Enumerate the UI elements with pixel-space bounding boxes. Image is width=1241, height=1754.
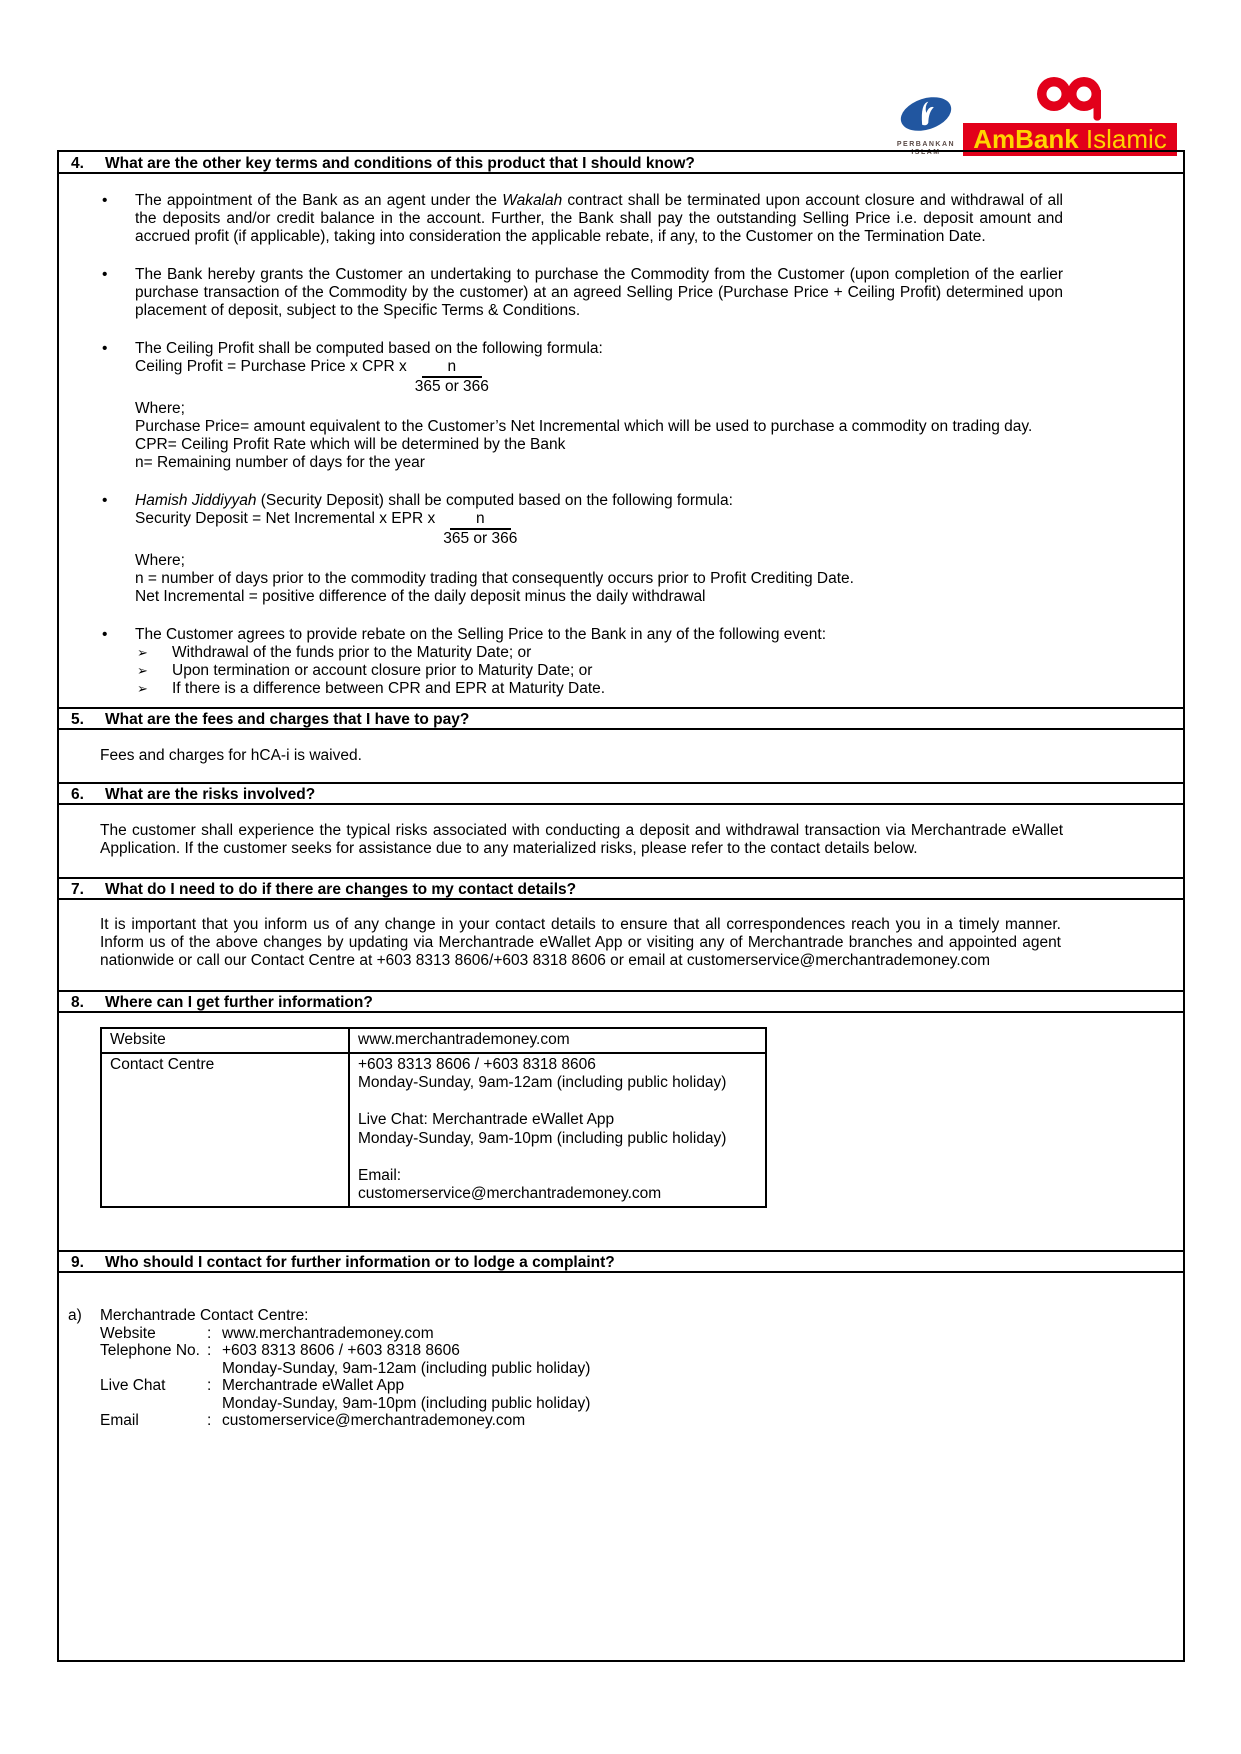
section-6-body: The customer shall experience the typical risks associated with conducting a deposit and withdrawal transaction via Merchantrade eWallet Application. If the customer seeks for assistance due to any materialized risks, please refer to the contact details below. bbox=[100, 822, 1063, 857]
section-9-heading bbox=[59, 1250, 1183, 1273]
table-value-line: www.merchantrademoney.com bbox=[358, 1031, 570, 1048]
formula-text: Security Deposit = Net Incremental x EPR x bbox=[135, 510, 436, 527]
contact-value-line: www.merchantrademoney.com bbox=[222, 1324, 434, 1342]
section-9-number: 9. bbox=[71, 1254, 84, 1271]
where-label: Where; bbox=[135, 400, 185, 417]
section-7-title: What do I need to do if there are changes to my contact details? bbox=[105, 881, 577, 898]
security-deposit-formula bbox=[135, 510, 1063, 548]
section-8-number: 8. bbox=[71, 994, 84, 1011]
table-value-line: +603 8313 8606 / +603 8318 8606 bbox=[358, 1055, 596, 1073]
bullet-icon: • bbox=[102, 266, 108, 283]
contact-value-line: +603 8313 8606 / +603 8318 8606 bbox=[222, 1342, 460, 1359]
bullet-1-italic-term: Wakalah bbox=[502, 192, 563, 209]
list-item bbox=[100, 340, 1063, 472]
contact-row-telephone bbox=[100, 1342, 1183, 1377]
contact-list-item bbox=[68, 1307, 1183, 1325]
contact-value-line: Monday-Sunday, 9am-12am (including public holiday) bbox=[222, 1359, 591, 1377]
contact-value-line: Merchantrade eWallet App bbox=[222, 1377, 405, 1394]
fraction-denominator: 365 or 366 bbox=[443, 530, 518, 547]
bullet-1-post: contract shall be terminated upon account closure and withdrawal of all the deposits and/or credit balance in the account. Further, the Bank shall pay the outstanding Selling Price i.e. deposit amount and accrued profit (if applicable), taking into consideration the applicable rebate, if any, to the Customer on the Termination Date. bbox=[135, 192, 1063, 245]
definition-line: Purchase Price= amount equivalent to the Customer’s Net Incremental which will be used to purchase a commodity on trading day. bbox=[135, 418, 1033, 435]
ambank-islamic-logo bbox=[963, 76, 1177, 156]
definition-line: Net Incremental = positive difference of the daily deposit minus the daily withdrawal bbox=[135, 588, 706, 605]
list-item bbox=[100, 192, 1063, 246]
bullet-4-text bbox=[135, 492, 1063, 606]
arrow-bullet-icon: ➢ bbox=[137, 663, 148, 678]
perbankan-islam-logo bbox=[893, 92, 959, 157]
contact-row-website bbox=[100, 1325, 1183, 1343]
list-item bbox=[100, 266, 1063, 320]
sub-list-item bbox=[135, 644, 1063, 662]
ambank-banner-text-bold: AmBank bbox=[973, 124, 1079, 154]
rebate-event: Upon termination or account closure prior to Maturity Date; or bbox=[172, 662, 593, 679]
section-4-body bbox=[59, 174, 1183, 707]
definition-line: n= Remaining number of days for the year bbox=[135, 454, 425, 471]
section-5-body: Fees and charges for hCA-i is waived. bbox=[100, 747, 362, 764]
ceiling-profit-formula bbox=[135, 358, 1063, 396]
perbankan-islam-icon bbox=[893, 92, 959, 141]
contact-value bbox=[222, 1412, 1183, 1430]
section-8-body bbox=[59, 1013, 1183, 1250]
rebate-event: Withdrawal of the funds prior to the Maturity Date; or bbox=[172, 644, 532, 661]
definition-line: n = number of days prior to the commodity trading that consequently occurs prior to Profit Crediting Date. bbox=[135, 570, 854, 587]
section-7-number: 7. bbox=[71, 881, 84, 898]
bullet-4-intro-rest: (Security Deposit) shall be computed based on the following formula: bbox=[256, 492, 733, 509]
section-5-number: 5. bbox=[71, 711, 84, 728]
bullet-2-text: The Bank hereby grants the Customer an undertaking to purchase the Commodity from the Customer (upon completion of the earlier purchase transaction of the Commodity by the customer) at an agreed Selling Price (Purchase Price + Ceiling Profit) determined upon placement of deposit, subject to the Specific Terms & Conditions. bbox=[135, 266, 1063, 319]
security-deposit-intro bbox=[135, 492, 1063, 510]
contact-details bbox=[100, 1325, 1183, 1430]
section-7-body: It is important that you inform us of any change in your contact details to ensure that all correspondences reach you in a timely manner. Inform us of the above changes by updating via Merchantrade eWallet App or visiting any of Merchantrade branches and appointed agent nationwide or call our Contact Centre at +603 8313 8606/+603 8318 8606 or email at customerservice@merchantrademoney.com bbox=[100, 916, 1061, 969]
bullet-icon: • bbox=[102, 340, 108, 357]
section-8-heading bbox=[59, 990, 1183, 1013]
perbankan-logo-text-line2: ISLAM bbox=[911, 149, 941, 156]
formula-text: Ceiling Profit = Purchase Price x CPR x bbox=[135, 358, 407, 375]
contact-value bbox=[222, 1325, 1183, 1343]
sub-list-item bbox=[135, 680, 1063, 698]
section-4-title: What are the other key terms and conditions of this product that I should know? bbox=[105, 155, 695, 172]
bullet-icon: • bbox=[102, 626, 108, 643]
contact-label: Email bbox=[100, 1412, 139, 1429]
fraction-numerator: n bbox=[450, 510, 511, 530]
section-8-title: Where can I get further information? bbox=[105, 994, 373, 1011]
contact-centre-title: Merchantrade Contact Centre: bbox=[100, 1307, 309, 1324]
table-value-line: Live Chat: Merchantrade eWallet App bbox=[358, 1111, 615, 1128]
table-value-contact-centre bbox=[349, 1053, 766, 1207]
table-label-contact-centre: Contact Centre bbox=[101, 1053, 349, 1207]
table-row bbox=[101, 1053, 766, 1207]
arrow-bullet-icon: ➢ bbox=[137, 681, 148, 696]
contact-label: Telephone No. bbox=[100, 1342, 200, 1359]
contact-value bbox=[222, 1377, 1183, 1412]
definition-line: CPR= Ceiling Profit Rate which will be determined by the Bank bbox=[135, 436, 566, 453]
where-label: Where; bbox=[135, 552, 185, 569]
table-value-line bbox=[358, 1093, 757, 1112]
further-information-table bbox=[100, 1027, 767, 1208]
ceiling-profit-intro: The Ceiling Profit shall be computed based on the following formula: bbox=[135, 340, 603, 357]
contact-separator: : bbox=[207, 1342, 212, 1359]
section-4-number: 4. bbox=[71, 155, 84, 172]
item-marker: a) bbox=[68, 1307, 82, 1324]
fraction-denominator: 365 or 366 bbox=[414, 378, 489, 395]
bullet-5-text bbox=[135, 626, 1063, 698]
section-6-title: What are the risks involved? bbox=[105, 786, 316, 803]
contact-row-live-chat bbox=[100, 1377, 1183, 1412]
rebate-event: If there is a difference between CPR and EPR at Maturity Date. bbox=[172, 680, 606, 697]
bullet-1-pre: The appointment of the Bank as an agent under the bbox=[135, 192, 503, 209]
table-value-website bbox=[349, 1028, 766, 1053]
contact-label: Live Chat bbox=[100, 1377, 166, 1394]
bullet-icon: • bbox=[102, 492, 108, 509]
ambank-mark-icon bbox=[963, 76, 1177, 123]
list-item bbox=[100, 626, 1063, 698]
table-row bbox=[101, 1028, 766, 1053]
contact-value-line: customerservice@merchantrademoney.com bbox=[222, 1412, 526, 1429]
section-9-body bbox=[59, 1273, 1183, 1430]
section-7-heading bbox=[59, 877, 1183, 900]
table-label-website: Website bbox=[101, 1028, 349, 1053]
rebate-intro: The Customer agrees to provide rebate on the Selling Price to the Bank in any of the following event: bbox=[135, 626, 827, 643]
bullet-3-text bbox=[135, 340, 1063, 472]
section-6-heading bbox=[59, 782, 1183, 805]
table-value-line bbox=[358, 1148, 757, 1167]
arrow-bullet-icon: ➢ bbox=[137, 645, 148, 660]
table-value-line: Email: bbox=[358, 1166, 402, 1184]
section-4-heading bbox=[59, 152, 1183, 174]
document-frame bbox=[57, 150, 1185, 1662]
sub-list-item bbox=[135, 662, 1063, 680]
contact-label: Website bbox=[100, 1324, 156, 1342]
section-6-number: 6. bbox=[71, 786, 84, 803]
section-9-title: Who should I contact for further information or to lodge a complaint? bbox=[105, 1254, 615, 1271]
perbankan-logo-text-line1: PERBANKAN bbox=[896, 141, 956, 148]
contact-separator: : bbox=[207, 1412, 212, 1429]
contact-value bbox=[222, 1342, 1183, 1377]
formula-fraction bbox=[443, 510, 517, 548]
fraction-numerator: n bbox=[422, 358, 483, 378]
section-5-title: What are the fees and charges that I have to pay? bbox=[105, 711, 470, 728]
contact-separator: : bbox=[207, 1377, 212, 1394]
formula-fraction bbox=[415, 358, 489, 396]
contact-value-line: Monday-Sunday, 9am-10pm (including public holiday) bbox=[222, 1394, 591, 1412]
table-value-line: Monday-Sunday, 9am-12am (including public holiday) bbox=[358, 1074, 727, 1091]
bullet-icon: • bbox=[102, 192, 108, 209]
table-value-line: customerservice@merchantrademoney.com bbox=[358, 1185, 662, 1202]
bullet-1-text bbox=[135, 192, 1063, 246]
section-5-heading bbox=[59, 707, 1183, 730]
bullet-4-italic-term: Hamish Jiddiyyah bbox=[135, 492, 257, 509]
list-item bbox=[100, 492, 1063, 606]
contact-row-email bbox=[100, 1412, 1183, 1430]
ambank-banner-text-regular: Islamic bbox=[1078, 124, 1167, 154]
contact-separator: : bbox=[207, 1324, 212, 1342]
table-value-line: Monday-Sunday, 9am-10pm (including public holiday) bbox=[358, 1129, 727, 1147]
